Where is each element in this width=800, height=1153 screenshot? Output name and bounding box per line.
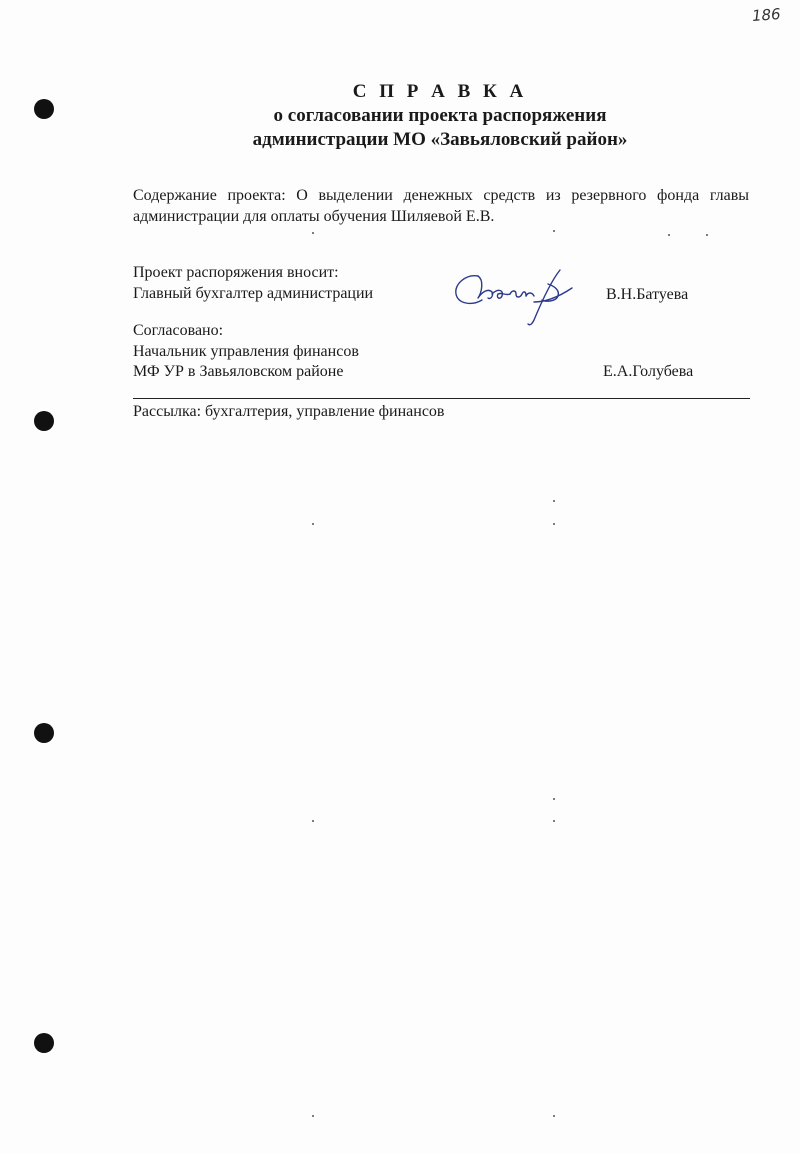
project-content: Содержание проекта: О выделении денежных средств из резервного фонда главы администрации для оплаты обучения Шиляевой Е.В. (133, 187, 749, 225)
document-subtitle: о согласовании проекта распоряжения (273, 105, 607, 126)
approval-position-line1: Начальник управления финансов (133, 343, 359, 360)
approval-position-line2: МФ УР в Завьяловском районе (133, 363, 344, 380)
scan-speck (312, 1115, 314, 1117)
scan-speck (312, 820, 314, 822)
scan-speck (668, 234, 670, 236)
scan-speck (553, 820, 555, 822)
handwritten-signature (448, 262, 578, 332)
document-subtitle-organization: администрации МО «Завьяловский район» (252, 129, 628, 150)
punch-hole (34, 99, 54, 119)
punch-hole (34, 723, 54, 743)
scan-speck (553, 500, 555, 502)
submitter-position: Главный бухгалтер администрации (133, 285, 374, 302)
scan-speck (706, 234, 708, 236)
punch-hole (34, 411, 54, 431)
submitter-intro: Проект распоряжения вносит: (133, 264, 339, 281)
approval-name: Е.А.Голубева (603, 363, 694, 380)
scan-speck (553, 798, 555, 800)
scan-speck (553, 523, 555, 525)
approval-heading: Согласовано: (133, 322, 224, 339)
scan-speck (553, 230, 555, 232)
separator-line (133, 398, 750, 399)
punch-hole (34, 1033, 54, 1053)
scan-speck (553, 1115, 555, 1117)
page-number: 186 (751, 5, 782, 25)
scan-speck (312, 232, 314, 234)
distribution-list: Рассылка: бухгалтерия, управление финансов (133, 403, 445, 420)
submitter-name: В.Н.Батуева (606, 286, 689, 303)
scan-speck (312, 523, 314, 525)
document-title: С П Р А В К А (352, 81, 528, 102)
